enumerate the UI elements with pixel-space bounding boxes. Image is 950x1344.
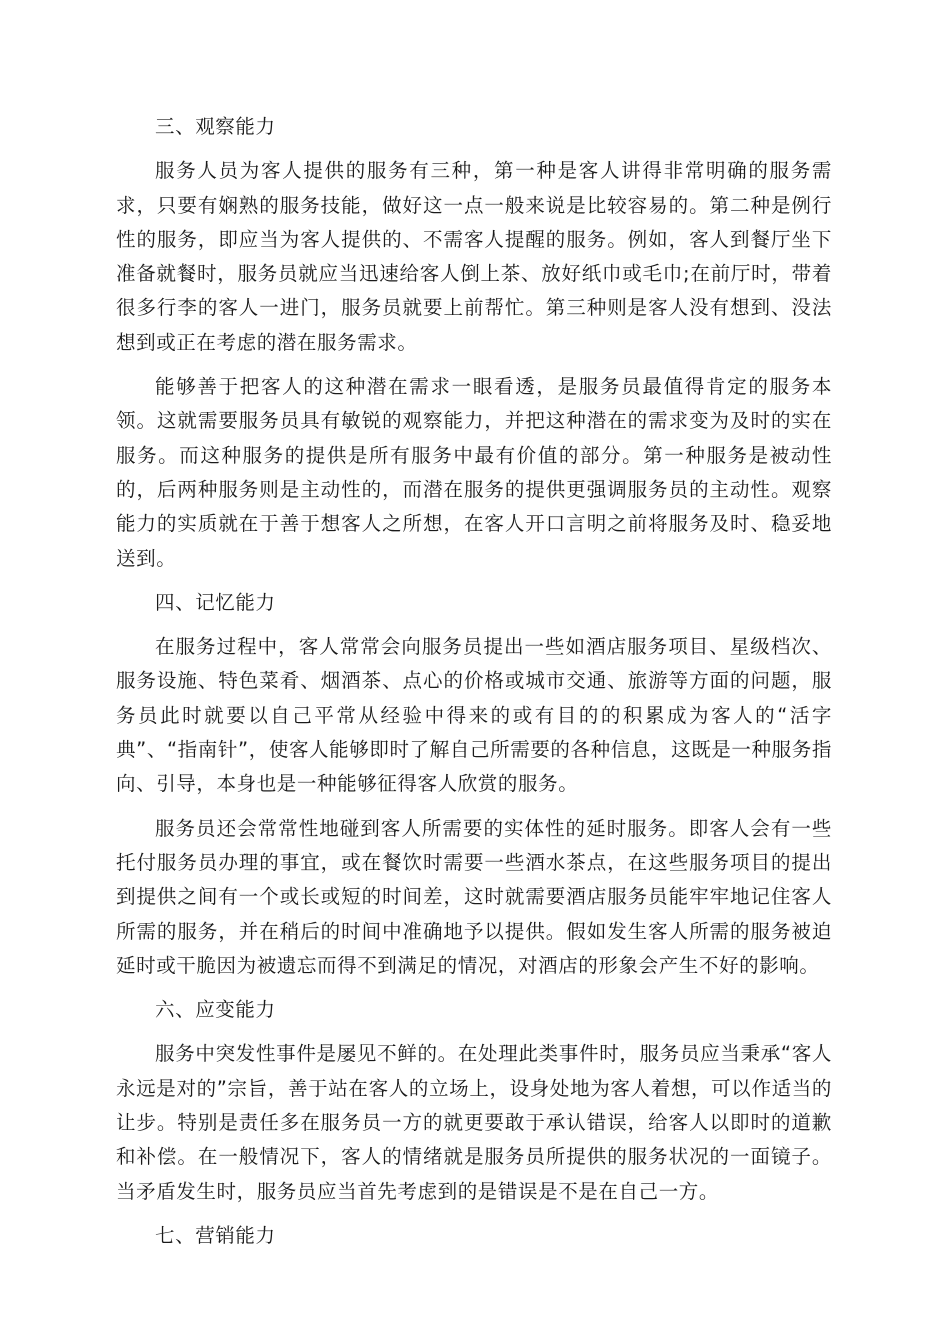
section-heading: 七、营销能力 — [155, 1223, 276, 1247]
section-heading: 六、应变能力 — [155, 998, 276, 1022]
body-paragraph: 服务中突发性事件是屡见不鲜的。在处理此类事件时，服务员应当秉承“客人永远是对的”宗旨，善于站在客人的立场上，设身处地为客人着想，可以作适当的让步。特别是责任多在服务员一方的就更要敢于承认错误，给客人以即时的道歉和补偿。在一般情况下，客人的情绪就是服务员所提供的服务状况的一面镜子。当矛盾发生时，服务员应当首先考虑到的是错误是不是在自己一方。 — [116, 1042, 832, 1203]
section-heading: 三、观察能力 — [155, 115, 276, 138]
body-paragraph: 服务员还会常常性地碰到客人所需要的实体性的延时服务。即客人会有一些托付服务员办理的事宜，或在餐饮时需要一些酒水茶点，在这些服务项目的提出到提供之间有一个或长或短的时间差，这时就需要酒店服务员能牢牢地记住客人所需的服务，并在稍后的时间中准确地予以提供。假如发生客人所需的服务被迫延时或干脆因为被遗忘而得不到满足的情况，对酒店的形象会产生不好的影响。 — [116, 816, 832, 977]
document-body — [116, 110, 832, 1263]
body-paragraph: 服务人员为客人提供的服务有三种，第一种是客人讲得非常明确的服务需求，只要有娴熟的服务技能，做好这一点一般来说是比较容易的。第二种是例行性的服务，即应当为客人提供的、不需客人提醒的服务。例如，客人到餐厅坐下准备就餐时，服务员就应当迅速给客人倒上茶、放好纸巾或毛巾;在前厅时，带着很多行李的客人一进门，服务员就要上前帮忙。第三种则是客人没有想到、没法想到或正在考虑的潜在服务需求。 — [116, 159, 832, 354]
body-paragraph: 能够善于把客人的这种潜在需求一眼看透，是服务员最值得肯定的服务本领。这就需要服务员具有敏锐的观察能力，并把这种潜在的需求变为及时的实在服务。而这种服务的提供是所有服务中最有价值的部分。第一种服务是被动性的，后两种服务则是主动性的，而潜在服务的提供更强调服务员的主动性。观察能力的实质就在于善于想客人之所想，在客人开口言明之前将服务及时、稳妥地送到。 — [116, 375, 832, 570]
section-heading: 四、记忆能力 — [155, 590, 276, 614]
body-paragraph: 在服务过程中，客人常常会向服务员提出一些如酒店服务项目、星级档次、服务设施、特色菜肴、烟酒茶、点心的价格或城市交通、旅游等方面的问题，服务员此时就要以自己平常从经验中得来的或有目的的积累成为客人的“活字典”、“指南针”，使客人能够即时了解自己所需要的各种信息，这既是一种服务指向、引导，本身也是一种能够征得客人欣赏的服务。 — [116, 635, 832, 796]
